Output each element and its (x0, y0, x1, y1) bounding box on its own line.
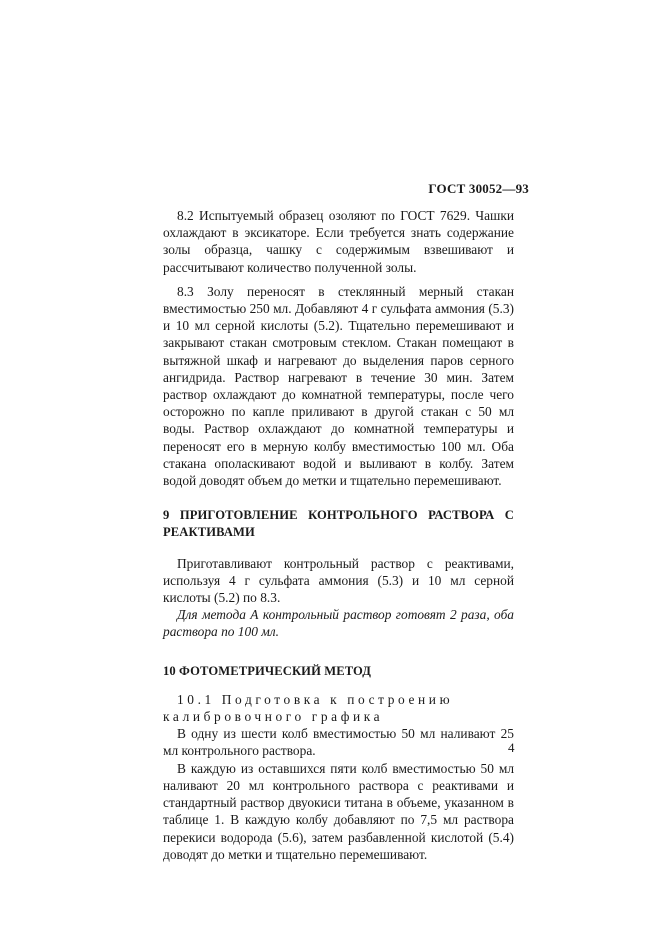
section-9-title: 9 ПРИГОТОВЛЕНИЕ КОНТРОЛЬНОГО РАСТВОРА С РЕАКТИВАМИ (163, 508, 514, 540)
paragraph-8-3: 8.3 Золу переносят в стеклянный мерный стакан вместимостью 250 мл. Добавляют 4 г сульфата аммония (5.3) и 10 мл серной кислоты (5.2). Тщательно перемешивают и закрывают стакан смотровым стеклом. Стакан помещают в вытяжной шкаф и нагревают до выделения паров серного ангидрида. Раствор нагревают в течение 30 мин. Затем раствор охлаждают до комнатной температуры, после чего осторожно по капле приливают в другой стакан с 50 мл воды. Раствор охлаждают до комнатной температуры и переносят его в мерную колбу вместимостью 100 мл. Оба стакана ополаскивают водой и выливают в колбу. Затем водой доводят объем до метки и тщательно перемешивают. (163, 283, 514, 489)
document-body (163, 207, 514, 863)
section-10-title: 10 ФОТОМЕТРИЧЕСКИЙ МЕТОД (163, 663, 372, 678)
section-9-paragraph: Приготавливают контрольный раствор с реактивами, используя 4 г сульфата аммония (5.3) и 10 мл серной кислоты (5.2) по 8.3. (163, 555, 514, 606)
section-9-note: Для метода А контрольный раствор готовят 2 раза, оба раствора по 100 мл. (163, 607, 514, 640)
subsection-10-1-heading: 10.1 Подготовка к построению калибровочного графика (163, 691, 454, 725)
page-number: 4 (508, 740, 515, 755)
subsection-10-1-paragraph-1: В одну из шести колб вместимостью 50 мл наливают 25 мл контрольного раствора. (163, 726, 514, 759)
document-code-header: ГОСТ 30052—93 (428, 181, 529, 196)
paragraph-8-2: 8.2 Испытуемый образец озоляют по ГОСТ 7629. Чашки охлаждают в эксикаторе. Если требуется знать содержание золы образца, чашку с содержимым взвешивают и рассчитывают количество полученной золы. (163, 208, 514, 275)
subsection-10-1-paragraph-2: В каждую из оставшихся пяти колб вместимостью 50 мл наливают 20 мл контрольного раствора с реактивами и стандартный раствор двуокиси титана в объеме, указанном в таблице 1. В каждую колбу добавляют по 7,5 мл раствора перекиси водорода (5.6), затем разбавленной кислотой (5.4) доводят до метки и тщательно перемешивают. (163, 760, 514, 862)
